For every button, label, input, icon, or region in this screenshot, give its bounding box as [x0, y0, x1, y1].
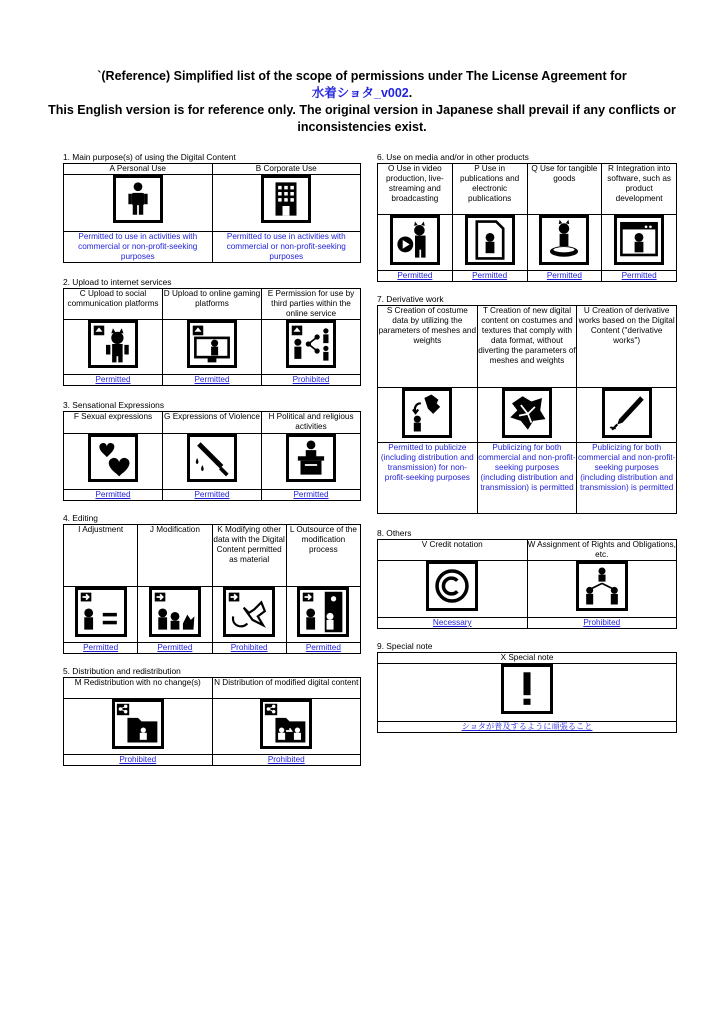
- publication-icon: [465, 215, 515, 265]
- status-text: Permitted: [305, 643, 341, 652]
- status-text: Prohibited: [583, 618, 621, 627]
- column-label: Q Use for tangible goods: [527, 164, 602, 215]
- costume-icon: [402, 388, 452, 438]
- redistribute-icon: [112, 699, 164, 749]
- game-upload-icon: [187, 320, 237, 368]
- status-text: Permitted: [194, 490, 230, 499]
- status-text: Permitted: [472, 271, 508, 280]
- column-label: B Corporate Use: [212, 164, 361, 175]
- column-label: X Special note: [378, 653, 677, 664]
- column-label: M Redistribution with no change(s): [64, 678, 213, 699]
- status-text: Permitted: [83, 643, 119, 652]
- column-label: R Integration into software, such as product development: [602, 164, 677, 215]
- section-table: [377, 305, 677, 514]
- material-icon: [223, 587, 275, 637]
- section-table: [63, 677, 361, 766]
- goods-icon: [539, 215, 589, 265]
- social-upload-icon: [88, 320, 138, 368]
- section-title: 7. Derivative work: [377, 294, 444, 304]
- status-text: Permitted: [397, 271, 433, 280]
- status-text: Prohibited: [267, 755, 305, 764]
- title-period: .: [408, 86, 413, 100]
- software-icon: [614, 215, 664, 265]
- status-text: Permitted to publicize (including distribution and transmission) for non-profit-seeking purposes: [378, 443, 478, 514]
- status-text: Permitted to use in activities with commercial or non-profit-seeking purposes: [64, 232, 213, 263]
- section-media: [377, 152, 677, 282]
- status-text: Permitted: [546, 271, 582, 280]
- section-title: 5. Distribution and redistribution: [63, 666, 181, 676]
- share-third-party-icon: [286, 320, 336, 368]
- column-label: I Adjustment: [64, 525, 138, 587]
- status-text: Permitted to use in activities with commercial or non-profit-seeking purposes: [212, 232, 361, 263]
- section-special-note: [377, 641, 677, 733]
- assignment-icon: [576, 561, 628, 611]
- modify-icon: [149, 587, 201, 637]
- status-text: Publicizing for both commercial and non-profit-seeking purposes (including distribution and transmission) is permitted: [477, 443, 577, 514]
- column-label: J Modification: [138, 525, 212, 587]
- status-text: Permitted: [157, 643, 193, 652]
- section-distribution: [63, 666, 361, 766]
- modified-distribute-icon: [260, 699, 312, 749]
- status-text: Prohibited: [292, 375, 330, 384]
- column-label: N Distribution of modified digital content: [212, 678, 361, 699]
- status-text: Permitted: [194, 375, 230, 384]
- column-label: T Creation of new digital content on costumes and textures that comply with data format, without diverting the parameters of meshes and weights: [477, 306, 577, 388]
- section-sensational: [63, 400, 361, 501]
- column-label: K Modifying other data with the Digital Content permitted as material: [212, 525, 286, 587]
- copyright-icon: [426, 561, 478, 611]
- podium-icon: [286, 434, 336, 482]
- column-label: U Creation of derivative works based on the Digital Content ("derivative works"): [577, 306, 677, 388]
- hearts-icon: [88, 434, 138, 482]
- section-others: [377, 528, 677, 629]
- section-table: [377, 539, 677, 629]
- section-title: 3. Sensational Expressions: [63, 400, 165, 410]
- column-label: G Expressions of Violence: [163, 412, 262, 434]
- section-main-purpose: [63, 152, 361, 263]
- building-icon: [261, 175, 311, 223]
- product-name: 水着ショタ_v002: [311, 86, 409, 100]
- section-title: 2. Upload to internet services: [63, 277, 172, 287]
- title-line1: `(Reference) Simplified list of the scope of permissions under The License Agreement for: [97, 69, 627, 83]
- status-text: ショタが普及するように頑張ること: [461, 722, 593, 731]
- section-table: [63, 411, 361, 501]
- column-label: W Assignment of Rights and Obligations, etc.: [527, 540, 676, 559]
- column-label: A Personal Use: [64, 164, 213, 175]
- pen-icon: [602, 388, 652, 438]
- column-label: C Upload to social communication platforms: [64, 289, 163, 320]
- section-derivative: [377, 294, 677, 514]
- column-label: O Use in video production, live-streaming and broadcasting: [378, 164, 453, 215]
- adjust-icon: [75, 587, 127, 637]
- column-label: D Upload to online gaming platforms: [163, 289, 262, 320]
- status-text: Permitted: [95, 375, 131, 384]
- status-text: Publicizing for both commercial and non-profit-seeking purposes (including distribution and transmission) is permitted: [577, 443, 677, 514]
- status-text: Permitted: [621, 271, 657, 280]
- status-text: Prohibited: [119, 755, 157, 764]
- column-label: S Creation of costume data by utilizing the parameters of meshes and weights: [378, 306, 478, 388]
- section-title: 4. Editing: [63, 513, 98, 523]
- video-icon: [390, 215, 440, 265]
- title-line3: This English version is for reference only. The original version in Japanese shall prevail if any conflicts or inconsistencies exist.: [48, 103, 676, 134]
- outsource-icon: [297, 587, 349, 637]
- column-label: H Political and religious activities: [262, 412, 361, 434]
- column-label: P Use in publications and electronic publications: [452, 164, 527, 215]
- section-table: [63, 163, 361, 263]
- status-text: Permitted: [95, 490, 131, 499]
- document-title: [40, 68, 684, 136]
- section-table: [377, 652, 677, 733]
- status-text: Permitted: [293, 490, 329, 499]
- section-title: 6. Use on media and/or in other products: [377, 152, 529, 162]
- person-icon: [113, 175, 163, 223]
- section-upload: [63, 277, 361, 386]
- status-text: Necessary: [432, 618, 472, 627]
- section-title: 9. Special note: [377, 641, 433, 651]
- column-label: E Permission for use by third parties within the online service: [262, 289, 361, 320]
- section-table: [377, 163, 677, 282]
- section-editing: [63, 513, 361, 654]
- section-table: [63, 524, 361, 654]
- column-label: F Sexual expressions: [64, 412, 163, 434]
- exclamation-icon: [501, 664, 553, 714]
- title-line2: [40, 85, 684, 102]
- column-label: V Credit notation: [378, 540, 528, 561]
- status-text: Prohibited: [230, 643, 268, 652]
- column-label: L Outsource of the modification process: [286, 525, 360, 587]
- knife-icon: [187, 434, 237, 482]
- texture-icon: [502, 388, 552, 438]
- section-title: 8. Others: [377, 528, 412, 538]
- section-table: [63, 288, 361, 386]
- section-title: 1. Main purpose(s) of using the Digital Content: [63, 152, 236, 162]
